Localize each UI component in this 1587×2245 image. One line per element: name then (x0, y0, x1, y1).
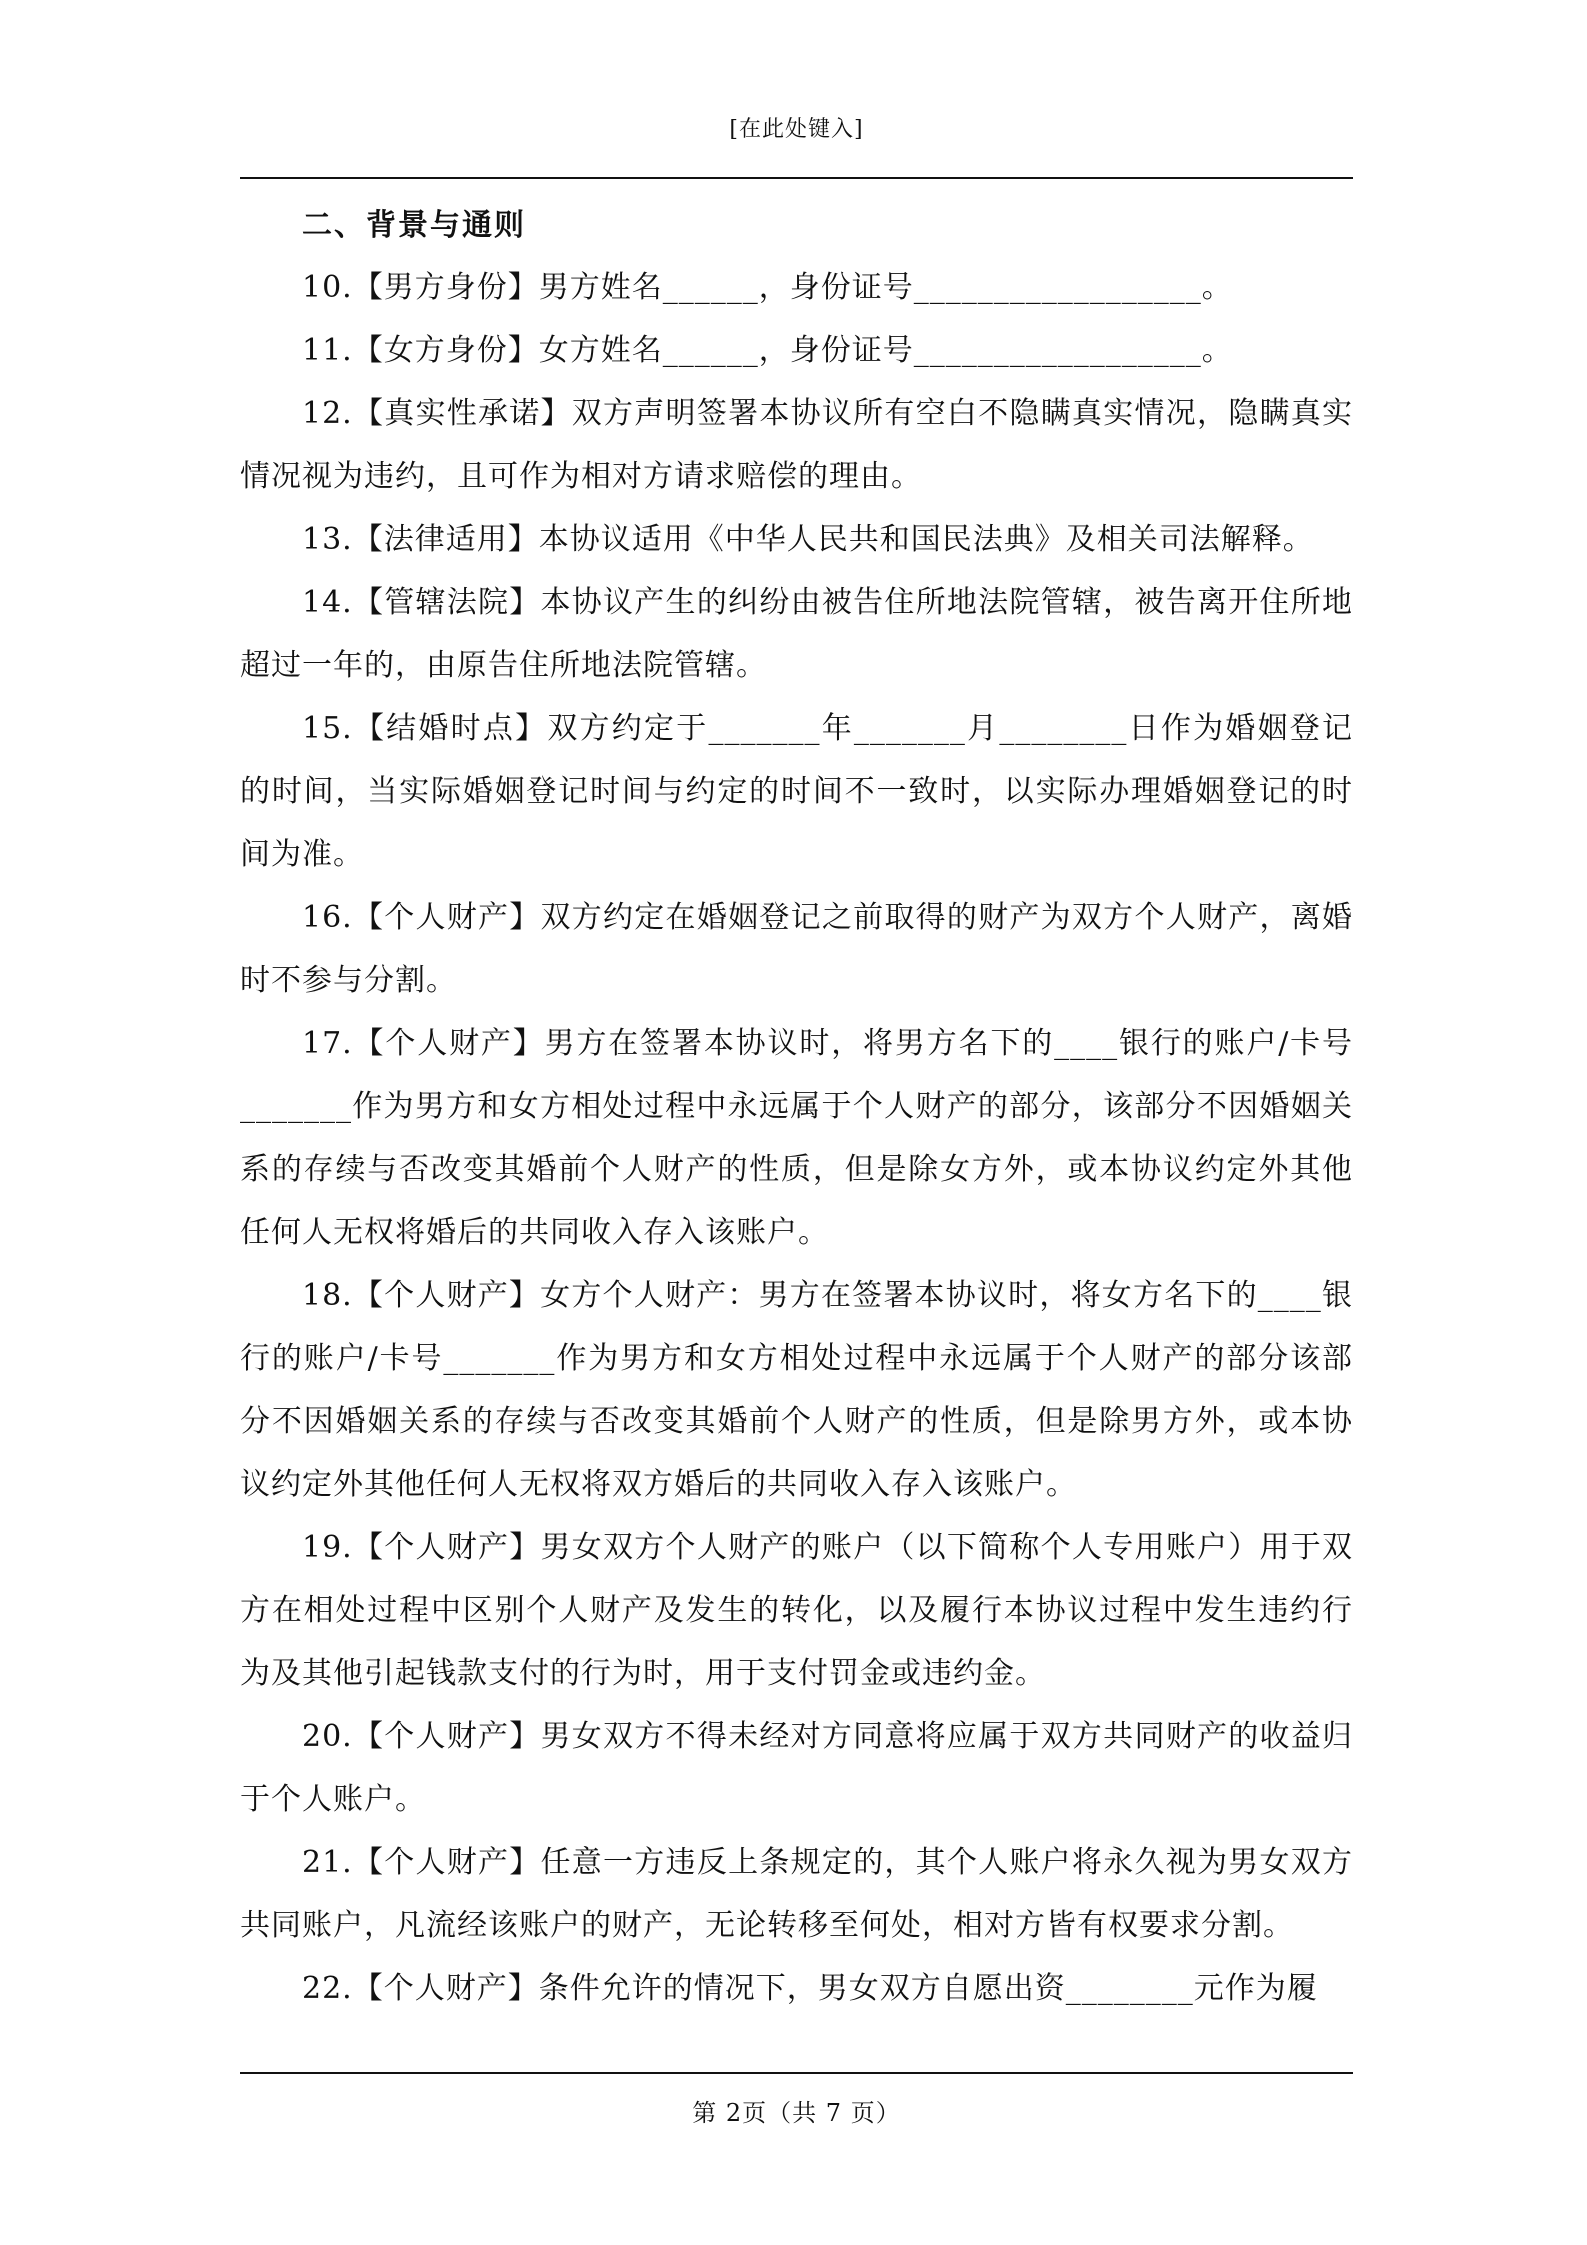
clause-21: 21.【个人财产】任意一方违反上条规定的，其个人账户将永久视为男女双方共同账户，凡流经该账户的财产，无论转移至何处，相对方皆有权要求分割。 (240, 1845, 1353, 1943)
page-header: [在此处键入] (729, 117, 864, 142)
page-footer: 第 2页（共 7 页） (692, 2099, 901, 2127)
clause-13: 13.【法律适用】本协议适用《中华人民共和国民法典》及相关司法解释。 (302, 522, 1314, 557)
clause-11: 11.【女方身份】女方姓名______，身份证号__________________。 (302, 333, 1233, 368)
clause-18: 18.【个人财产】女方个人财产：男方在签署本协议时，将女方名下的____银行的账户/卡号_______作为男方和女方相处过程中永远属于个人财产的部分该部分不因婚姻关系的存续与否改变其婚前个人财产的性质，但是除男方外，或本协议约定外其他任何人无权将双方婚后的共同收入存入该账户。 (240, 1278, 1353, 1502)
clause-22: 22.【个人财产】条件允许的情况下，男女双方自愿出资________元作为履 (302, 1971, 1318, 2006)
clause-16: 16.【个人财产】双方约定在婚姻登记之前取得的财产为双方个人财产，离婚时不参与分割。 (240, 900, 1353, 998)
clause-19: 19.【个人财产】男女双方个人财产的账户（以下简称个人专用账户）用于双方在相处过程中区别个人财产及发生的转化，以及履行本协议过程中发生违约行为及其他引起钱款支付的行为时，用于支付罚金或违约金。 (240, 1530, 1353, 1691)
clause-15: 15.【结婚时点】双方约定于_______年_______月________日作为婚姻登记的时间，当实际婚姻登记时间与约定的时间不一致时，以实际办理婚姻登记的时间为准。 (240, 711, 1353, 872)
clause-20: 20.【个人财产】男女双方不得未经对方同意将应属于双方共同财产的收益归于个人账户。 (240, 1719, 1353, 1817)
clause-17: 17.【个人财产】男方在签署本协议时，将男方名下的____银行的账户/卡号_______作为男方和女方相处过程中永远属于个人财产的部分，该部分不因婚姻关系的存续与否改变其婚前个人财产的性质，但是除女方外，或本协议约定外其他任何人无权将婚后的共同收入存入该账户。 (240, 1026, 1353, 1250)
header-divider (240, 177, 1353, 179)
document-body (240, 196, 1353, 2020)
clause-12: 12.【真实性承诺】双方声明签署本协议所有空白不隐瞒真实情况，隐瞒真实情况视为违约，且可作为相对方请求赔偿的理由。 (240, 396, 1353, 494)
section-title: 二、背景与通则 (302, 208, 526, 243)
clause-10: 10.【男方身份】男方姓名______，身份证号__________________。 (302, 270, 1233, 305)
clause-14: 14.【管辖法院】本协议产生的纠纷由被告住所地法院管辖，被告离开住所地超过一年的，由原告住所地法院管辖。 (240, 585, 1353, 683)
footer-divider (240, 2072, 1353, 2074)
